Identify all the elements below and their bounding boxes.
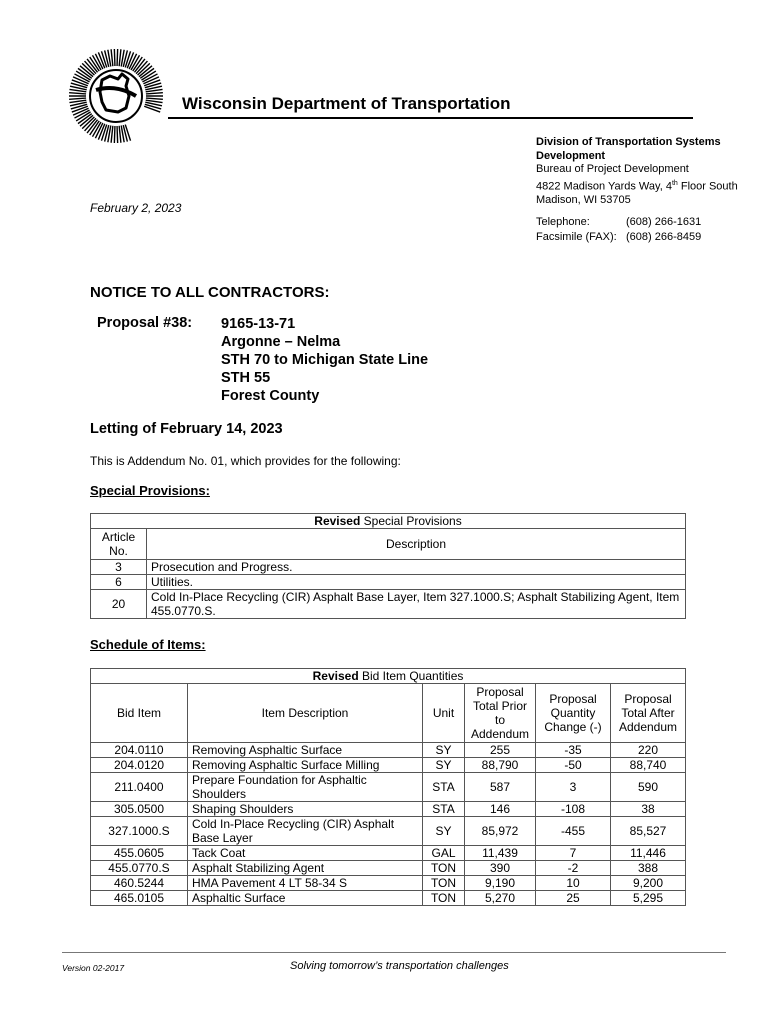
unit-cell: STA xyxy=(423,773,465,802)
table-row xyxy=(91,590,686,619)
unit-cell: TON xyxy=(423,876,465,891)
item-description-cell: Tack Coat xyxy=(188,846,423,861)
after-total-cell: 85,527 xyxy=(611,817,686,846)
telephone-number: (608) 266-1631 xyxy=(626,216,702,228)
proposal-line: Forest County xyxy=(221,388,320,404)
quantity-change-cell: 3 xyxy=(536,773,611,802)
prior-total-cell: 88,790 xyxy=(465,758,536,773)
table-row xyxy=(91,891,686,906)
description-cell: Utilities. xyxy=(147,575,686,590)
bid-item-cell: 455.0605 xyxy=(91,846,188,861)
table-row xyxy=(91,802,686,817)
item-description-cell: Shaping Shoulders xyxy=(188,802,423,817)
caption-rest: Special Provisions xyxy=(360,514,462,528)
proposal-label: Proposal #38: xyxy=(97,315,193,331)
letting-date: Letting of February 14, 2023 xyxy=(90,421,283,437)
prior-total-cell: 11,439 xyxy=(465,846,536,861)
item-description-cell: Prepare Foundation for Asphaltic Shoulders xyxy=(188,773,423,802)
table-caption xyxy=(91,669,686,684)
table-caption-row xyxy=(91,669,686,684)
after-total-cell: 220 xyxy=(611,743,686,758)
bid-item-cell: 455.0770.S xyxy=(91,861,188,876)
unit-cell: SY xyxy=(423,743,465,758)
article-cell: 6 xyxy=(91,575,147,590)
quantity-change-cell: -108 xyxy=(536,802,611,817)
contact-block xyxy=(536,215,701,244)
prior-total-cell: 390 xyxy=(465,861,536,876)
bid-item-cell: 305.0500 xyxy=(91,802,188,817)
version-label: Version 02-2017 xyxy=(62,963,125,973)
prior-total-cell: 146 xyxy=(465,802,536,817)
col-header-article: Article No. xyxy=(91,529,147,560)
header-rule xyxy=(168,117,693,119)
unit-cell: GAL xyxy=(423,846,465,861)
bid-item-cell: 211.0400 xyxy=(91,773,188,802)
prior-total-cell: 85,972 xyxy=(465,817,536,846)
address-pre: 4822 Madison Yards Way, 4 xyxy=(536,180,672,193)
division-name-line1: Division of Transportation Systems xyxy=(536,136,721,148)
prior-total-cell: 9,190 xyxy=(465,876,536,891)
after-total-cell: 388 xyxy=(611,861,686,876)
quantity-change-cell: -50 xyxy=(536,758,611,773)
item-description-cell: Asphaltic Surface xyxy=(188,891,423,906)
after-total-cell: 38 xyxy=(611,802,686,817)
street-address xyxy=(536,177,761,194)
after-total-cell: 88,740 xyxy=(611,758,686,773)
proposal-line: STH 55 xyxy=(221,370,271,386)
col-header-item-description: Item Description xyxy=(188,684,423,743)
bid-item-cell: 327.1000.S xyxy=(91,817,188,846)
unit-cell: TON xyxy=(423,861,465,876)
quantity-change-cell: -2 xyxy=(536,861,611,876)
after-total-cell: 590 xyxy=(611,773,686,802)
address-ordinal: th xyxy=(671,179,678,187)
col-header-bid-item: Bid Item xyxy=(91,684,188,743)
bureau-name: Bureau of Project Development xyxy=(536,163,689,176)
unit-cell: STA xyxy=(423,802,465,817)
special-provisions-table xyxy=(90,513,686,619)
prior-total-cell: 5,270 xyxy=(465,891,536,906)
after-total-cell: 9,200 xyxy=(611,876,686,891)
after-total-cell: 11,446 xyxy=(611,846,686,861)
wisdot-logo xyxy=(66,46,166,146)
table-row xyxy=(91,846,686,861)
article-cell: 3 xyxy=(91,560,147,575)
col-header-quantity-change: Proposal Quantity Change (-) xyxy=(536,684,611,743)
caption-rest: Bid Item Quantities xyxy=(358,669,464,683)
table-row xyxy=(91,743,686,758)
item-description-cell: Asphalt Stabilizing Agent xyxy=(188,861,423,876)
footer-rule xyxy=(62,952,726,953)
document-date: February 2, 2023 xyxy=(90,201,182,215)
table-row xyxy=(91,817,686,846)
proposal-details xyxy=(221,315,428,405)
col-header-prior-total: Proposal Total Prior to Addendum xyxy=(465,684,536,743)
city-state-zip: Madison, WI 53705 xyxy=(536,194,631,207)
division-address-block xyxy=(536,136,761,208)
item-description-cell: Cold In-Place Recycling (CIR) Asphalt Base Layer xyxy=(188,817,423,846)
fax-label: Facsimile (FAX): xyxy=(536,230,617,243)
item-description-cell: HMA Pavement 4 LT 58-34 S xyxy=(188,876,423,891)
bid-item-cell: 465.0105 xyxy=(91,891,188,906)
col-header-after-total: Proposal Total After Addendum xyxy=(611,684,686,743)
notice-heading: NOTICE TO ALL CONTRACTORS: xyxy=(90,284,330,301)
table-row xyxy=(91,773,686,802)
addendum-intro: This is Addendum No. 01, which provides for the following: xyxy=(90,454,401,468)
fax-number: (608) 266-8459 xyxy=(626,230,702,243)
description-cell: Prosecution and Progress. xyxy=(147,560,686,575)
schedule-of-items-heading: Schedule of Items: xyxy=(90,637,206,652)
col-header-unit: Unit xyxy=(423,684,465,743)
item-description-cell: Removing Asphaltic Surface xyxy=(188,743,423,758)
bid-items-body xyxy=(91,743,686,906)
table-row xyxy=(91,861,686,876)
special-provisions-heading: Special Provisions: xyxy=(90,483,210,498)
quantity-change-cell: 25 xyxy=(536,891,611,906)
telephone-row xyxy=(536,215,701,230)
quantity-change-cell: -455 xyxy=(536,817,611,846)
unit-cell: SY xyxy=(423,758,465,773)
address-post: Floor South xyxy=(677,180,738,193)
bid-item-cell: 204.0120 xyxy=(91,758,188,773)
table-row xyxy=(91,758,686,773)
quantity-change-cell: -35 xyxy=(536,743,611,758)
proposal-line: STH 70 to Michigan State Line xyxy=(221,352,429,368)
table-caption xyxy=(91,514,686,529)
col-header-description: Description xyxy=(147,529,686,560)
table-caption-row xyxy=(91,514,686,529)
telephone-label: Telephone: xyxy=(536,216,590,228)
table-row xyxy=(91,876,686,891)
caption-bold: Revised xyxy=(314,514,361,528)
footer-tagline: Solving tomorrow’s transportation challenges xyxy=(290,960,509,972)
proposal-line: 9165-13-71 xyxy=(221,316,296,332)
table-header-row xyxy=(91,684,686,743)
unit-cell: TON xyxy=(423,891,465,906)
quantity-change-cell: 10 xyxy=(536,876,611,891)
agency-name: Wisconsin Department of Transportation xyxy=(182,94,511,113)
item-description-cell: Removing Asphaltic Surface Milling xyxy=(188,758,423,773)
division-name-line2: Development xyxy=(536,149,606,162)
bid-item-cell: 204.0110 xyxy=(91,743,188,758)
article-cell: 20 xyxy=(91,590,147,619)
table-row xyxy=(91,575,686,590)
table-row xyxy=(91,560,686,575)
bid-item-cell: 460.5244 xyxy=(91,876,188,891)
unit-cell: SY xyxy=(423,817,465,846)
description-cell: Cold In-Place Recycling (CIR) Asphalt Base Layer, Item 327.1000.S; Asphalt Stabilizing Agent, Item 455.0770.S. xyxy=(147,590,686,619)
caption-bold: Revised xyxy=(312,669,359,683)
after-total-cell: 5,295 xyxy=(611,891,686,906)
table-header-row xyxy=(91,529,686,560)
proposal-line: Argonne – Nelma xyxy=(221,334,341,350)
prior-total-cell: 587 xyxy=(465,773,536,802)
quantity-change-cell: 7 xyxy=(536,846,611,861)
prior-total-cell: 255 xyxy=(465,743,536,758)
fax-row xyxy=(536,230,701,245)
bid-items-table xyxy=(90,668,686,906)
